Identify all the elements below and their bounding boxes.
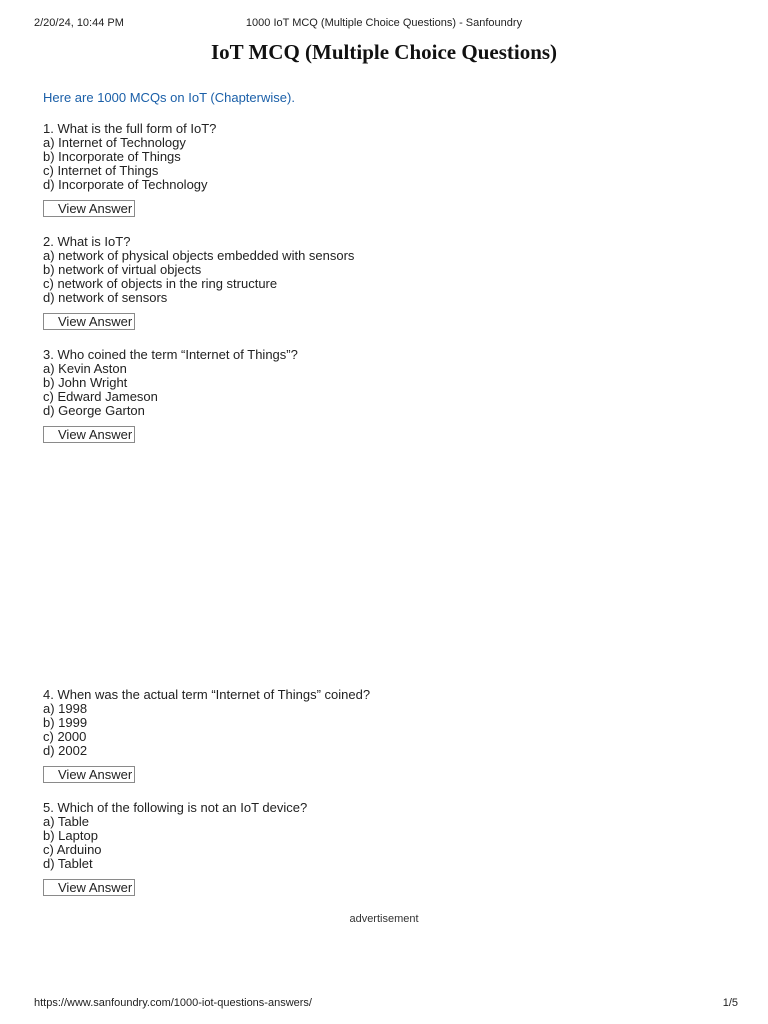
option-a: a) Kevin Aston [43,361,127,376]
option-b: b) John Wright [43,375,128,390]
option-b: b) Incorporate of Things [43,149,181,164]
option-b: b) Laptop [43,828,98,843]
question-text: 5. Which of the following is not an IoT device? [43,800,308,815]
option-a: a) 1998 [43,701,88,716]
view-answer-button[interactable]: View Answer [43,200,135,217]
question-3 [43,348,298,443]
page-title: IoT MCQ (Multiple Choice Questions) [210,40,558,64]
option-b: b) 1999 [43,715,88,730]
print-doc-title: 1000 IoT MCQ (Multiple Choice Questions) - Sanfoundry [245,17,523,29]
chapterwise-link[interactable]: Here are 1000 MCQs on IoT (Chapterwise) [43,90,292,105]
option-a: a) network of physical objects embedded with sensors [43,248,355,263]
question-text: 2. What is IoT? [43,234,131,249]
question-2 [43,235,354,330]
print-footer [34,997,738,1011]
print-header [34,17,734,31]
print-url: https://www.sanfoundry.com/1000-iot-questions-answers/ [34,997,312,1009]
question-1 [43,122,216,217]
view-answer-button[interactable]: View Answer [43,879,135,896]
option-a: a) Table [43,814,90,829]
view-answer-button[interactable]: View Answer [43,426,135,443]
advertisement-label: advertisement [349,913,419,925]
question-4 [43,688,370,783]
option-c: c) Edward Jameson [43,389,158,404]
option-d: d) 2002 [43,743,88,758]
option-b: b) network of virtual objects [43,262,202,277]
option-d: d) George Garton [43,403,145,418]
question-text: 3. Who coined the term “Internet of Things”? [43,347,298,362]
option-a: a) Internet of Technology [43,135,186,150]
intro-period: . [291,90,295,105]
option-c: c) network of objects in the ring structure [43,276,278,291]
option-d: d) Incorporate of Technology [43,177,208,192]
intro-line [43,90,295,105]
option-c: c) Internet of Things [43,163,159,178]
question-5 [43,801,307,896]
option-c: c) Arduino [43,842,102,857]
option-c: c) 2000 [43,729,87,744]
print-datetime: 2/20/24, 10:44 PM [34,17,124,29]
page-number: 1/5 [722,997,738,1009]
question-text: 1. What is the full form of IoT? [43,121,217,136]
view-answer-button[interactable]: View Answer [43,766,135,783]
view-answer-button[interactable]: View Answer [43,313,135,330]
question-text: 4. When was the actual term “Internet of Things” coined? [43,687,371,702]
option-d: d) network of sensors [43,290,168,305]
option-d: d) Tablet [43,856,93,871]
